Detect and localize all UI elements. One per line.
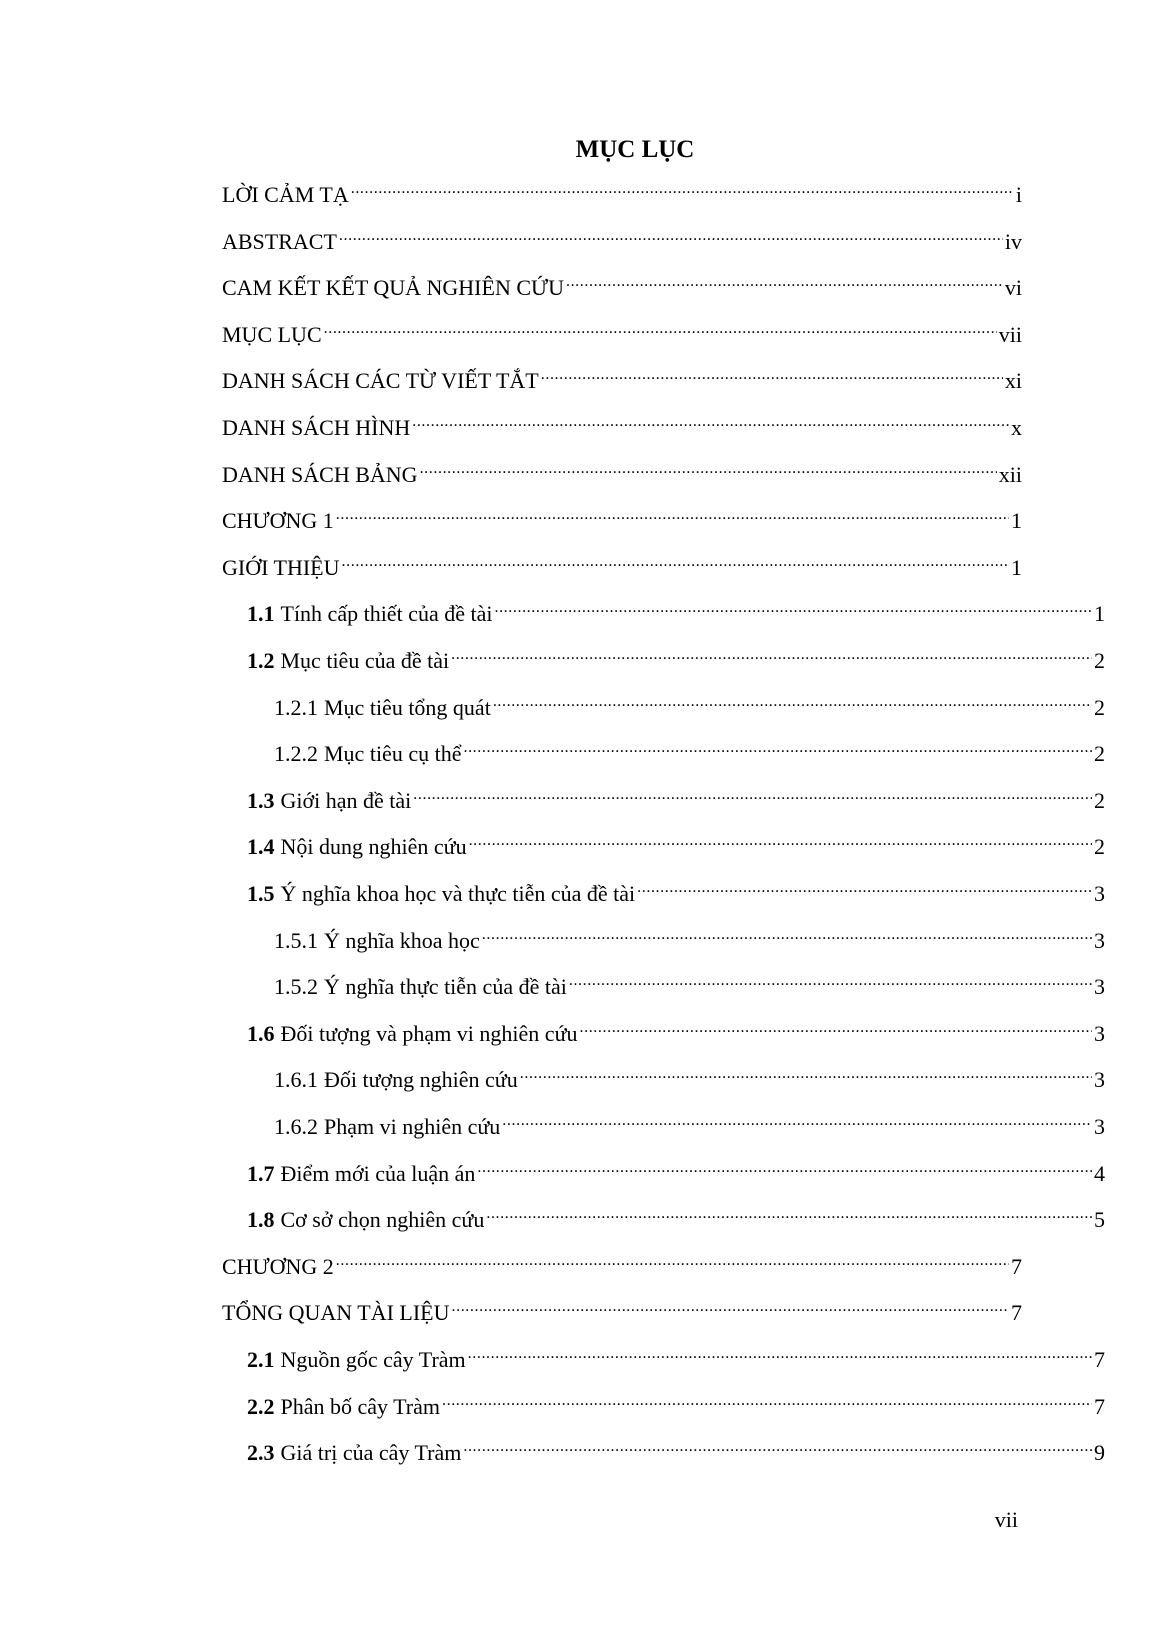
toc-entry-number: 1.6.2 <box>274 1114 318 1139</box>
toc-dot-leader <box>336 498 1009 528</box>
toc-dot-leader <box>351 172 1014 202</box>
toc-entry-title: Nội dung nghiên cứu <box>280 834 467 860</box>
toc-entry-page: 3 <box>1094 974 1105 1000</box>
toc-dot-leader <box>502 1104 1092 1134</box>
toc-entry-title: Phạm vi nghiên cứu <box>324 1114 501 1139</box>
toc-entry <box>247 1337 1105 1372</box>
toc-entry <box>222 358 1022 394</box>
toc-entry-page: 2 <box>1094 787 1105 813</box>
toc-entry-page: iv <box>1004 228 1022 254</box>
toc-entry <box>247 1430 1105 1466</box>
toc-entry <box>247 1151 1105 1186</box>
toc-entry-page: 2 <box>1094 741 1105 767</box>
toc-dot-leader <box>324 312 997 342</box>
toc-entry-page: 2 <box>1094 834 1105 860</box>
toc-entry-number: 1.3 <box>247 787 275 813</box>
toc-entry-title: LỜI CẢM TẠ <box>222 182 349 207</box>
toc-entry-number: 1.4 <box>247 834 275 860</box>
toc-entry-title: Phân bố cây Tràm <box>280 1393 440 1419</box>
toc-entry-number: 1.5.1 <box>274 927 318 953</box>
toc-entry <box>247 1384 1105 1419</box>
toc-dot-leader <box>580 1011 1093 1041</box>
toc-entry-title: Giá trị của cây Tràm <box>280 1440 462 1466</box>
toc-entry-page: 3 <box>1094 1020 1105 1046</box>
toc-entry-page: x <box>1011 415 1022 440</box>
toc-entry-page: 3 <box>1094 1114 1105 1139</box>
toc-entry-number: 1.5.2 <box>274 974 318 1000</box>
page-title: MỤC LỤC <box>575 136 695 163</box>
toc-entry <box>222 312 1022 347</box>
toc-entry-number: 1.7 <box>247 1160 275 1186</box>
toc-dot-leader <box>463 1430 1092 1460</box>
toc-entry <box>222 498 1022 534</box>
toc-entry-page: 7 <box>1011 1253 1022 1279</box>
toc-entry-number: 2.3 <box>247 1440 275 1466</box>
page-number: vii <box>994 1507 1018 1532</box>
toc-entry-page: 2 <box>1094 648 1105 673</box>
toc-dot-leader <box>569 964 1092 994</box>
toc-dot-leader <box>463 731 1092 761</box>
toc-entry <box>247 591 1105 627</box>
toc-entry-title: DANH SÁCH BẢNG <box>222 461 418 487</box>
toc-entry-number: 1.8 <box>247 1207 275 1233</box>
toc-entry <box>222 452 1022 487</box>
toc-entry-title: Mục tiêu cụ thể <box>324 741 462 767</box>
toc-dot-leader <box>486 1197 1092 1227</box>
toc-entry-page: 1 <box>1011 508 1022 534</box>
toc-entry-title: Mục tiêu của đề tài <box>280 648 450 673</box>
toc-entry-page: 9 <box>1094 1440 1105 1466</box>
toc-entry-title: TỔNG QUAN TÀI LIỆU <box>222 1300 450 1326</box>
toc-entry-number: 1.5 <box>247 881 275 906</box>
toc-entry-number: 2.2 <box>247 1393 275 1419</box>
toc-dot-leader <box>493 685 1092 715</box>
toc-entry-title: DANH SÁCH HÌNH <box>222 415 411 440</box>
toc-entry <box>247 778 1105 813</box>
toc-entry-page: 3 <box>1094 1067 1105 1093</box>
toc-entry-title: Giới hạn đề tài <box>280 787 412 813</box>
toc-entry-title: DANH SÁCH CÁC TỪ VIẾT TẮT <box>222 368 539 394</box>
toc-entry-title: MỤC LỤC <box>222 321 322 347</box>
toc-dot-leader <box>494 591 1092 621</box>
toc-dot-leader <box>420 452 997 482</box>
toc-entry-title: CAM KẾT KẾT QUẢ NGHIÊN CỨU <box>222 275 564 301</box>
toc-entry-page: 2 <box>1094 694 1105 720</box>
toc-entry-page: 7 <box>1011 1300 1022 1326</box>
toc-dot-leader <box>413 778 1092 808</box>
toc-entry-number: 1.1 <box>247 601 275 627</box>
toc-dot-leader <box>477 1151 1092 1181</box>
toc-entry-title: Ý nghĩa khoa học <box>324 927 480 953</box>
toc-dot-leader <box>482 918 1092 948</box>
toc-entry <box>274 1057 1105 1093</box>
toc-entry-title: CHƯƠNG 1 <box>222 508 334 534</box>
toc-entry <box>247 1197 1105 1233</box>
toc-dot-leader <box>541 358 1003 388</box>
toc-entry-page: 7 <box>1094 1347 1105 1372</box>
toc-entry <box>247 638 1105 673</box>
toc-entry <box>274 1104 1105 1139</box>
toc-entry-page: 5 <box>1094 1207 1105 1233</box>
toc-entry-page: xi <box>1004 368 1022 394</box>
toc-entry-page: 1 <box>1011 554 1022 580</box>
toc-dot-leader <box>342 545 1009 575</box>
toc-entry <box>222 1244 1022 1279</box>
toc-entry-title: Ý nghĩa khoa học và thực tiễn của đề tài <box>280 881 636 906</box>
toc-dot-leader <box>637 871 1092 901</box>
toc-entry <box>247 824 1105 860</box>
toc-dot-leader <box>469 824 1092 854</box>
toc-entry <box>222 1290 1022 1326</box>
toc-dot-leader <box>339 219 1003 249</box>
toc-entry <box>222 545 1022 580</box>
toc-entry-page: 1 <box>1094 601 1105 627</box>
toc-entry-title: Cơ sở chọn nghiên cứu <box>280 1207 485 1233</box>
toc-entry-title: CHƯƠNG 2 <box>222 1253 334 1279</box>
toc-entry-title: Nguồn gốc cây Tràm <box>280 1347 466 1372</box>
toc-entry-title: Đối tượng và phạm vi nghiên cứu <box>280 1020 578 1046</box>
toc-dot-leader <box>442 1384 1092 1414</box>
toc-entry-number: 1.2 <box>247 648 275 673</box>
toc-entry-page: i <box>1015 182 1022 207</box>
toc-entry-number: 2.1 <box>247 1347 275 1372</box>
toc-entry-page: 7 <box>1094 1393 1105 1419</box>
toc-entry <box>274 685 1105 720</box>
toc-entry-page: 3 <box>1094 881 1105 906</box>
toc-dot-leader <box>452 1290 1010 1320</box>
toc-entry-title: Mục tiêu tổng quát <box>324 694 491 720</box>
toc-entry-number: 1.6 <box>247 1020 275 1046</box>
toc-entry-page: xii <box>998 461 1022 487</box>
toc-entry <box>247 871 1105 906</box>
toc-dot-leader <box>566 265 1003 295</box>
toc-entry-title: Ý nghĩa thực tiễn của đề tài <box>324 974 567 1000</box>
toc-entry-title: Điểm mới của luận án <box>280 1160 476 1186</box>
toc-entry <box>222 172 1022 207</box>
toc-dot-leader <box>468 1337 1092 1367</box>
toc-entry-number: 1.2.2 <box>274 741 318 767</box>
toc-dot-leader <box>412 405 1009 435</box>
toc-entry-page: 4 <box>1094 1160 1105 1186</box>
toc-entry <box>222 405 1022 440</box>
toc-entry-title: ABSTRACT <box>222 228 337 254</box>
toc-entry-page: 3 <box>1094 927 1105 953</box>
toc-entry-page: vi <box>1004 275 1022 301</box>
toc-dot-leader <box>451 638 1092 668</box>
toc-entry-title: Đối tượng nghiên cứu <box>324 1067 518 1093</box>
toc-entry-page: vii <box>998 321 1022 347</box>
toc-entry <box>222 265 1022 301</box>
toc-entry <box>222 219 1022 254</box>
toc-entry <box>274 731 1105 767</box>
toc-entry <box>274 918 1105 953</box>
toc-entry-number: 1.6.1 <box>274 1067 318 1093</box>
toc-entry-title: Tính cấp thiết của đề tài <box>280 601 493 627</box>
toc-dot-leader <box>520 1057 1092 1087</box>
toc-entry-number: 1.2.1 <box>274 694 318 720</box>
toc-entry-title: GIỚI THIỆU <box>222 554 340 580</box>
toc-entry <box>247 1011 1105 1046</box>
toc-entry <box>274 964 1105 1000</box>
toc-dot-leader <box>336 1244 1009 1274</box>
